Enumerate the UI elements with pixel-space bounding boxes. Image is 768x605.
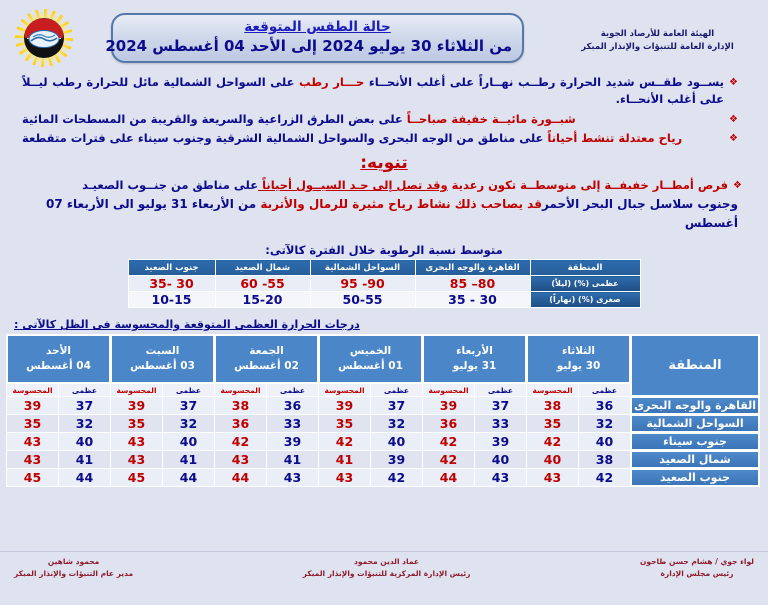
temp-felt-value: 43 [319,469,370,486]
row-header: صغرى (%) (نهاراً) [530,292,640,308]
temp-max-value: 33 [267,415,318,432]
day-date: 03 أغسطس [130,360,195,373]
temp-max-value: 41 [59,451,110,468]
region-name-cell: القاهرة والوجه البحرى [631,397,759,414]
table-row [7,415,759,432]
table-row [128,292,640,308]
table-header-row [128,260,640,276]
temp-max-value: 41 [163,451,214,468]
temp-max-value: 39 [371,451,422,468]
page-date-range: من الثلاثاء 30 يوليو 2024 إلى الأحد 04 أغسطس 2024 [105,37,512,55]
warning-text-2 [18,195,742,233]
ema-emblem-icon [22,16,66,60]
subheader-max: عظمى [371,384,422,396]
temperature-table-body [7,397,759,486]
row-header: عظمى (%) (ليلاً) [530,276,640,292]
humidity-table [128,259,641,308]
diamond-bullet-icon: ❖ [729,113,738,125]
temp-max-value: 43 [267,469,318,486]
humidity-table-caption: متوسط نسبة الرطوبة خلال الفترة كالآتى: [265,243,503,258]
day-name: الأحد [45,344,72,357]
temp-felt-value: 43 [527,469,578,486]
humidity-value: 30 -35 [128,276,215,292]
humidity-table-head [128,260,640,276]
day-column-header [319,335,422,383]
table-row [7,397,759,414]
org-name-line1: الهيئة العامة للأرصاد الجوية [600,28,715,39]
day-column-header [7,335,110,383]
day-column-header [527,335,630,383]
temp-felt-value: 45 [7,469,58,486]
region-name-cell: جنوب سيناء [631,433,759,450]
temp-felt-value: 38 [527,397,578,414]
day-date: 30 يوليو [556,360,601,373]
temp-max-value: 41 [267,451,318,468]
table-header-row-days [7,335,759,383]
temp-max-value: 44 [163,469,214,486]
temp-max-value: 40 [371,433,422,450]
column-header: شمال الصعيد [215,260,310,276]
ema-logo-icon [15,9,73,67]
temp-felt-value: 35 [7,415,58,432]
temp-felt-value: 39 [7,397,58,414]
temp-felt-value: 45 [111,469,162,486]
subheader-felt: المحسوسة [319,384,370,396]
temperature-table-container [0,334,768,487]
temp-max-value: 36 [267,397,318,414]
temp-max-value: 40 [59,433,110,450]
temp-felt-value: 43 [7,451,58,468]
warning-heading: تنويه: [360,153,408,173]
subheader-felt: المحسوسة [423,384,474,396]
text-segment: رياح معتدلة تنشط أحياناً [543,130,683,145]
day-name: الثلاثاء [561,344,596,357]
temp-max-value: 44 [59,469,110,486]
humidity-value: 30 - 35 [415,292,530,308]
logo-container [8,7,80,69]
temp-max-value: 37 [475,397,526,414]
subheader-felt: المحسوسة [7,384,58,396]
temp-max-value: 36 [579,397,630,414]
day-column-header [111,335,214,383]
region-name-cell: السواحل الشمالية [631,415,759,432]
subheader-felt: المحسوسة [215,384,266,396]
bullet-text [22,130,724,147]
diamond-bullet-icon: ❖ [733,180,742,191]
temp-felt-value: 43 [215,451,266,468]
temp-felt-value: 42 [423,451,474,468]
org-name-line2: الإدارة العامة للتنبؤات والإنذار المبكر [581,42,734,52]
subheader-max: عظمى [475,384,526,396]
temp-felt-value: 42 [423,433,474,450]
day-date: 01 أغسطس [338,360,403,373]
day-date: 31 يوليو [452,360,497,373]
page-title: حالة الطقس المتوقعة [244,19,391,35]
organization-block [555,22,760,54]
temp-max-value: 33 [475,415,526,432]
table-row [7,433,759,450]
list-item [22,74,738,109]
day-name: الجمعة [249,344,284,357]
temp-max-value: 42 [579,469,630,486]
temp-max-value: 32 [163,415,214,432]
humidity-value: 90- 95 [310,276,415,292]
region-name-cell: جنوب الصعيد [631,469,759,486]
day-column-header [215,335,318,383]
text-segment: من الأربعاء 31 يوليو الى الأربعاء 07 أغسطس [46,196,738,230]
temp-felt-value: 39 [423,397,474,414]
list-item [22,130,738,147]
table-row [7,469,759,486]
warning-text-1 [18,177,728,195]
temp-max-value: 39 [267,433,318,450]
forecast-bullet-list [0,72,768,147]
column-header: القاهرة والوجه البحرى [415,260,530,276]
column-header: المنطقة [530,260,640,276]
signature-title: رئيس مجلس الإدارة [660,569,734,579]
column-header: جنوب الصعيد [128,260,215,276]
bullet-text [22,111,724,128]
page-header [0,0,768,72]
subheader-max: عظمى [267,384,318,396]
diamond-bullet-icon: ❖ [729,77,738,88]
temp-felt-value: 35 [319,415,370,432]
title-box [105,13,524,63]
humidity-table-container [0,259,768,308]
temp-max-value: 38 [579,451,630,468]
text-segment: يســود طقــس شديد الحرارة رطــب نهــاراً على أغلب الأنحــاء [364,75,724,89]
day-column-header [423,335,526,383]
temp-felt-value: 35 [527,415,578,432]
temp-felt-value: 41 [319,451,370,468]
temp-felt-value: 43 [111,433,162,450]
humidity-value: 10-15 [128,292,215,308]
temp-max-value: 42 [371,469,422,486]
temp-felt-value: 43 [7,433,58,450]
region-name-cell: شمال الصعيد [631,451,759,468]
page-footer [0,551,768,582]
table-row [128,276,640,292]
humidity-value: 50-55 [310,292,415,308]
list-item [22,111,738,128]
temp-felt-value: 40 [527,451,578,468]
humidity-value: 15-20 [215,292,310,308]
subheader-max: عظمى [163,384,214,396]
temp-felt-value: 44 [423,469,474,486]
day-name: الأربعاء [456,344,493,357]
signature-name: لواء جوي / هشام حسن طاحون [639,556,754,566]
day-name: الخميس [349,344,392,357]
text-segment: فرص أمطــار خفيفــة إلى متوسطــة تكون رعدية [447,178,728,192]
temp-max-value: 37 [371,397,422,414]
day-name: السبت [145,344,180,357]
temp-felt-value: 43 [111,451,162,468]
table-row [7,451,759,468]
signature-title: رئيس الإدارة المركزية للتنبؤات والإنذار المبكر [302,569,471,579]
temp-felt-value: 38 [215,397,266,414]
temp-max-value: 39 [475,433,526,450]
text-segment: على مناطق من جنــوب الصعيـد [82,178,259,192]
signature-block [640,556,754,582]
warning-body [0,177,768,233]
region-column-header: المنطقة [631,335,759,396]
temp-max-value: 37 [59,397,110,414]
temp-max-value: 43 [475,469,526,486]
temp-felt-value: 35 [111,415,162,432]
text-segment: شبــورة مائيــة خفيفة صباحــاً [402,111,576,126]
temp-max-value: 37 [163,397,214,414]
temp-max-value: 40 [579,433,630,450]
temperature-table [6,334,760,487]
temperature-table-caption: درجات الحرارة العظمى المتوقعة والمحسوسة فى الظل كالآتى : [14,318,360,332]
diamond-bullet-icon: ❖ [729,132,738,144]
temperature-table-head [7,335,759,396]
temp-max-value: 40 [475,451,526,468]
signature-block [303,556,471,582]
temp-max-value: 32 [59,415,110,432]
temp-felt-value: 36 [423,415,474,432]
warning-line-1 [18,177,742,195]
text-segment: على بعض الطرق الزراعية والسريعة والقريبة من المسطحات المائية [22,111,403,126]
temp-felt-value: 36 [215,415,266,432]
subheader-max: عظمى [579,384,630,396]
temp-felt-value: 42 [215,433,266,450]
text-segment: على مناطق من الوجه البحرى والسواحل الشمالية الشرقية وجنوب سيناء على فترات متقطعة [22,130,544,145]
temp-felt-value: 39 [319,397,370,414]
subheader-felt: المحسوسة [111,384,162,396]
humidity-value: 55- 60 [215,276,310,292]
bullet-text [22,74,724,109]
day-date: 04 أغسطس [26,360,91,373]
temp-max-value: 40 [163,433,214,450]
text-segment: وجنوب سلاسل جبال البحر الأحمر [541,196,738,211]
temp-felt-value: 42 [319,433,370,450]
temp-max-value: 32 [579,415,630,432]
signature-title: مدير عام التنبؤات والإنذار المبكر [14,569,134,579]
text-segment: وقد تصل إلى حـد السيــول أحياناً [258,178,448,192]
temp-felt-value: 42 [527,433,578,450]
text-segment: حـــار رطب [294,75,365,89]
day-date: 02 أغسطس [234,360,299,373]
subheader-max: عظمى [59,384,110,396]
text-segment: على السواحل الشمالية مائل للحرارة رطب ليــلاً على أغلب الأنحــاء. [22,75,724,107]
temp-felt-value: 44 [215,469,266,486]
signature-name: محمود شاهين [47,556,100,566]
signature-name: عماد الدين محمود [354,556,419,566]
column-header: السواحل الشمالية [310,260,415,276]
text-segment: قد يصاحب ذلك نشاط رياح مثيرة للرمال والأتربة [256,196,542,211]
signature-block [14,556,133,582]
temp-felt-value: 39 [111,397,162,414]
humidity-value: 80– 85 [415,276,530,292]
subheader-felt: المحسوسة [527,384,578,396]
temp-max-value: 32 [371,415,422,432]
humidity-table-body [128,276,640,308]
